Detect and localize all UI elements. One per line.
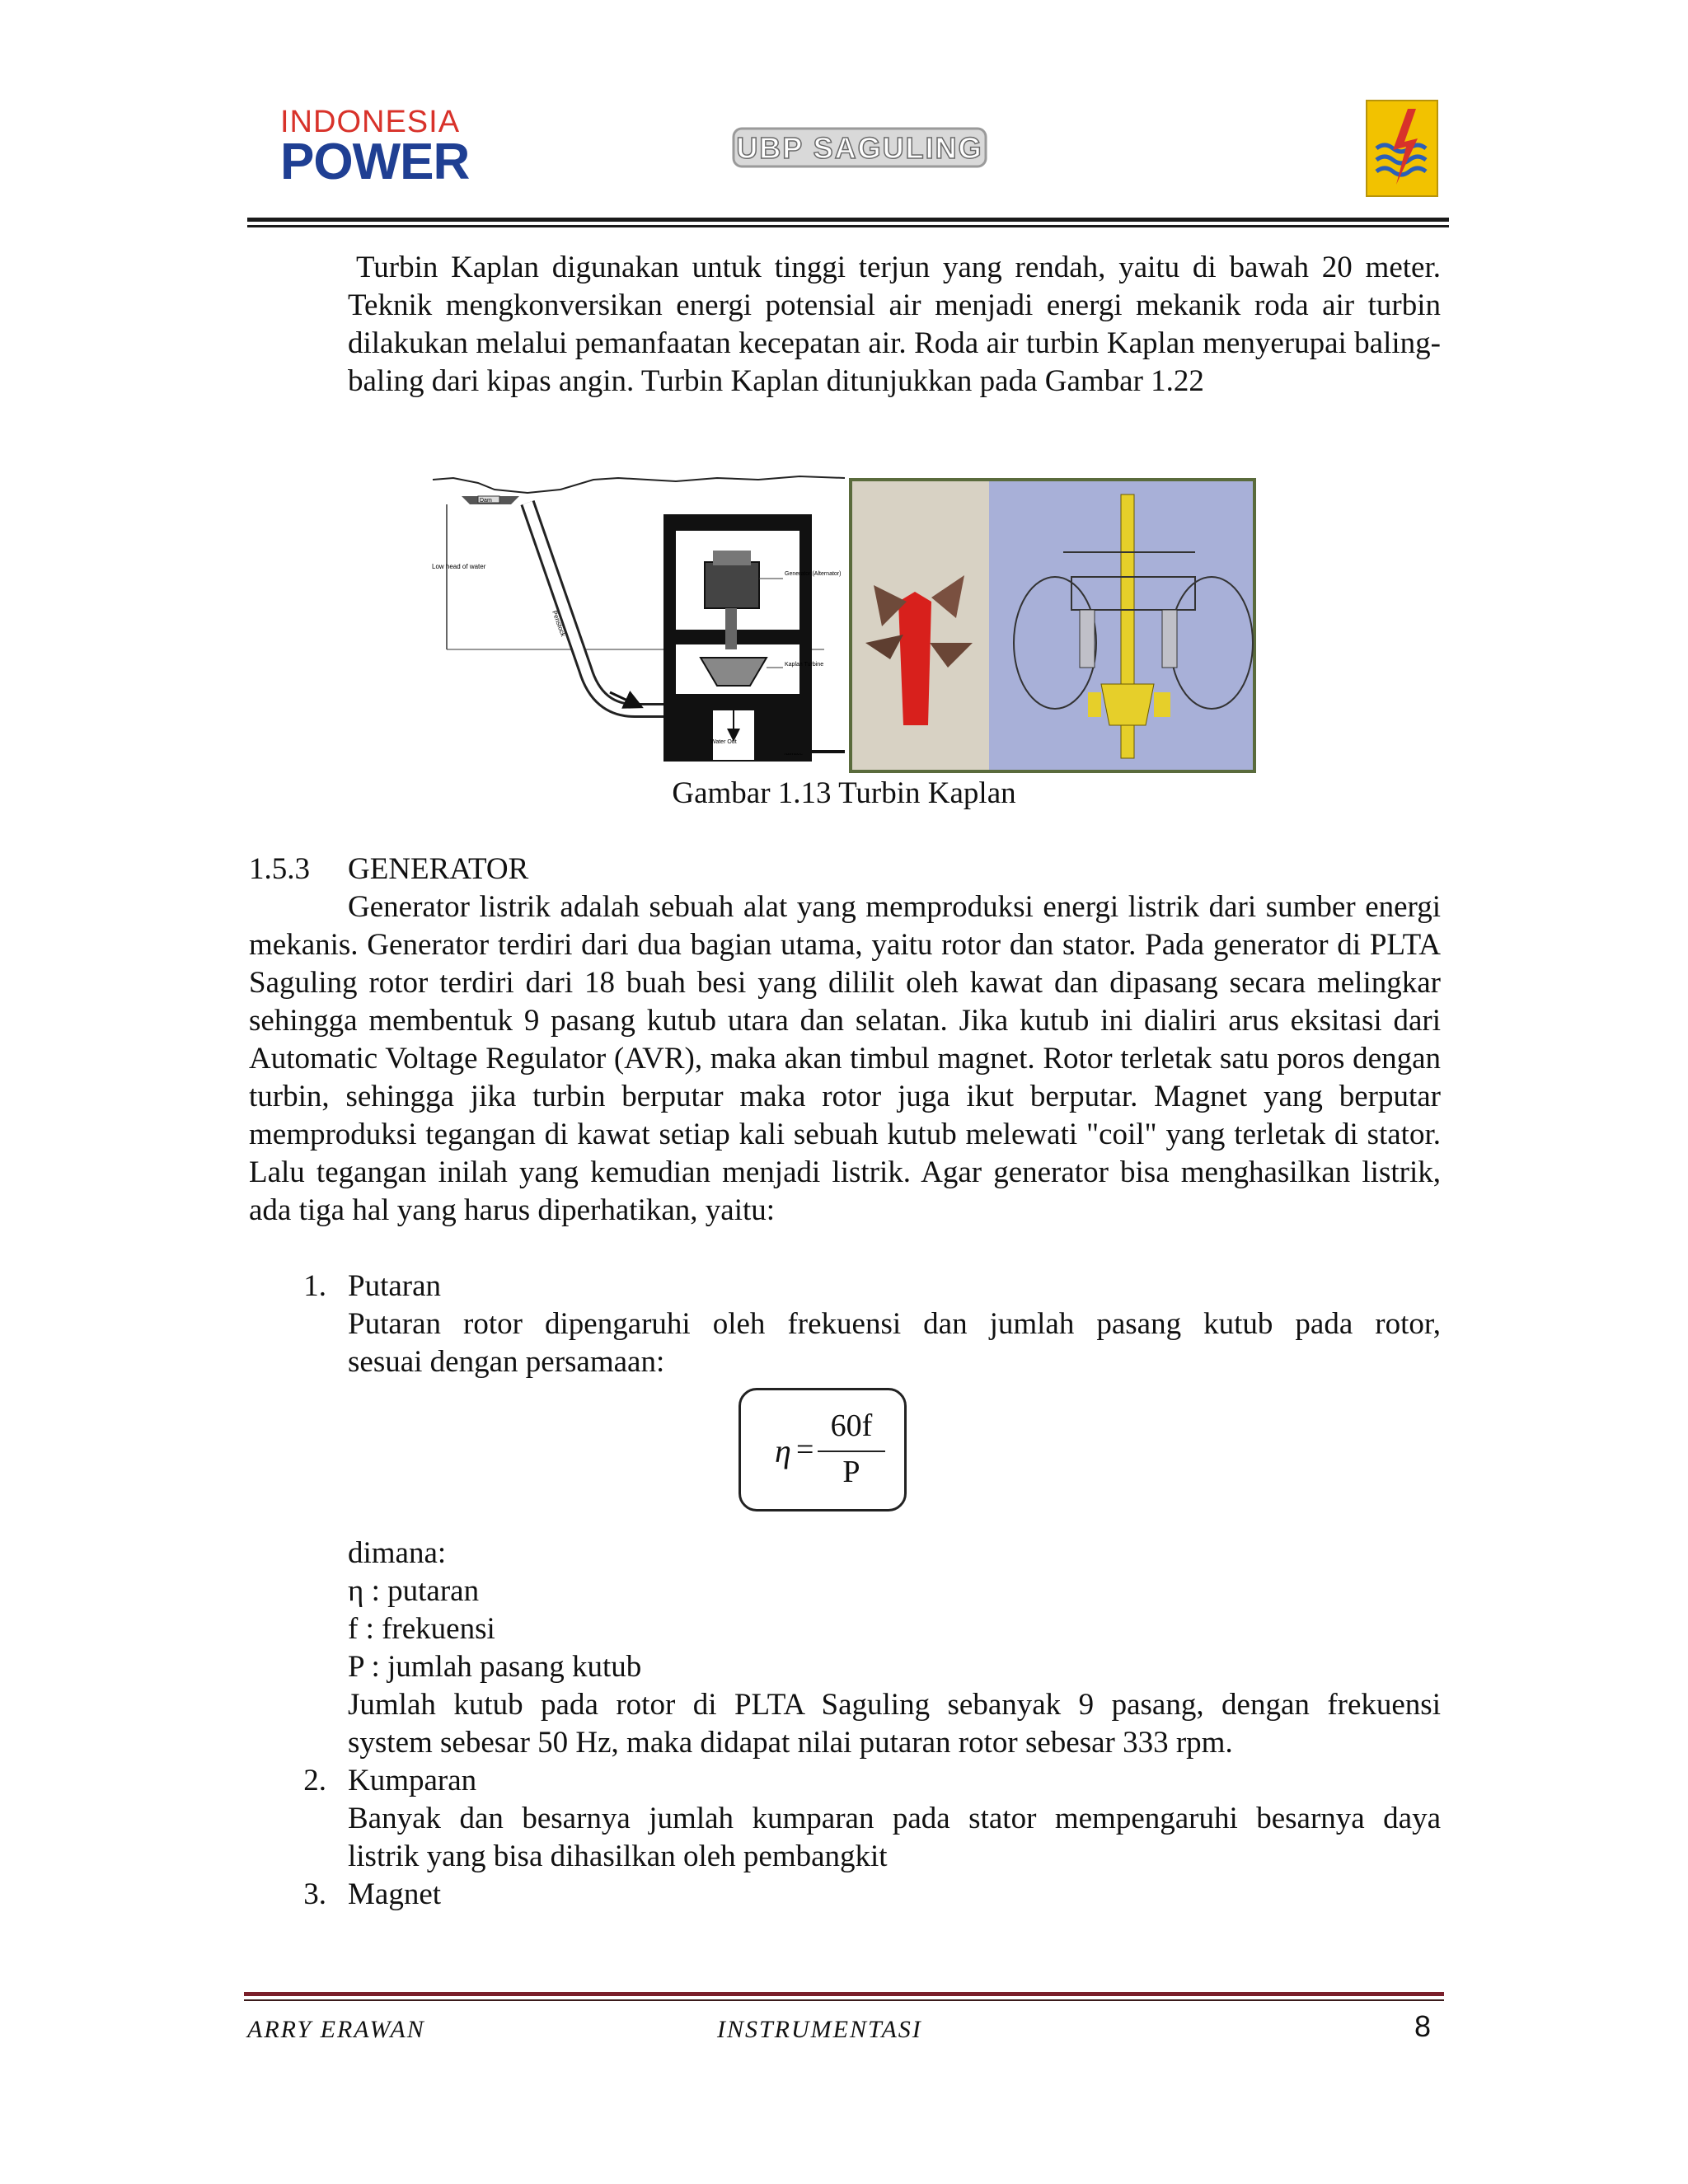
list-item-2-title: Kumparan bbox=[348, 1764, 477, 1797]
page-number: 8 bbox=[1414, 2009, 1432, 2043]
logo-line-1: INDONESIA bbox=[280, 105, 461, 139]
generator-label: Generator (Alternator) bbox=[785, 571, 842, 577]
footer-rule-thick bbox=[244, 1992, 1444, 1996]
footer-rule-thin bbox=[244, 1999, 1444, 2001]
ubp-saguling-logo bbox=[732, 124, 987, 171]
list-item-1-title: Putaran bbox=[348, 1269, 442, 1303]
tailrace-label: Tailrace bbox=[783, 751, 804, 757]
section-title: GENERATOR bbox=[348, 852, 529, 886]
formula-lhs: η bbox=[775, 1432, 791, 1469]
formula-equals: = bbox=[796, 1432, 814, 1467]
section-number: 1.5.3 bbox=[249, 852, 310, 886]
footer-author: ARRY ERAWAN bbox=[247, 2016, 425, 2043]
intro-paragraph: Turbin Kaplan digunakan untuk tinggi terjun yang rendah, yaitu di bawah 20 meter. Teknik mengkonversikan energi potensial air menjadi energi mekanik roda air turbin dilakukan melalui pemanfaatan kecepatan air. Roda air turbin Kaplan menyerupai baling-baling dari kipas angin. Turbin Kaplan ditunjukkan pada Gambar 1.22 bbox=[348, 251, 1441, 398]
header-rule-thin bbox=[247, 225, 1449, 227]
list-item-1-desc-1: Putaran rotor dipengaruhi oleh frekuensi dan jumlah pasang kutub pada rotor, bbox=[348, 1307, 1441, 1341]
footer-subject: INSTRUMENTASI bbox=[717, 2016, 922, 2043]
where-f: f : frekuensi bbox=[348, 1612, 495, 1646]
list-item-3-title: Magnet bbox=[348, 1877, 442, 1911]
figure-caption: Gambar 1.13 Turbin Kaplan bbox=[672, 776, 1016, 810]
turbine-label: Kaplan Turbine bbox=[785, 662, 824, 668]
list-item-2-desc-1: Banyak dan besarnya jumlah kumparan pada stator mempengaruhi besarnya daya bbox=[348, 1802, 1441, 1835]
ubp-saguling-logo-text: UBP SAGULING bbox=[736, 131, 983, 165]
dam-label: Dam bbox=[480, 498, 492, 504]
pln-logo bbox=[1365, 99, 1439, 198]
kaplan-turbine-photo bbox=[849, 478, 1256, 773]
where-p: P : jumlah pasang kutub bbox=[348, 1650, 642, 1684]
list-item-1-desc-2: sesuai dengan persamaan: bbox=[348, 1345, 665, 1379]
generator-paragraph: Generator listrik adalah sebuah alat yang memproduksi energi listrik dari sumber energi mekanis. Generator terdiri dari dua bagian utama, yaitu rotor dan stator. Pada generator di PLTA Saguling rotor terdiri dari 18 buah besi yang dililit oleh kawat dan dipasang secara melingkar sehingga membentuk 9 pasang kutub utara dan selatan. Jika kutub ini dialiri arus eksitasi dari Automatic Voltage Regulator (AVR), maka akan timbul magnet. Rotor terletak satu poros dengan turbin, sehingga jika turbin berputar maka rotor juga ikut berputar. Magnet yang berputar memproduksi tegangan di kawat setiap kali sebuah kutub melewati "coil" yang terletak di stator. Lalu tegangan inilah yang kemudian menjadi listrik. Agar generator bisa menghasilkan listrik, ada tiga hal yang harus diperhatikan, yaitu: bbox=[249, 890, 1441, 1227]
formula-box bbox=[738, 1388, 907, 1511]
header-rule-thick bbox=[247, 218, 1449, 222]
kaplan-plant-diagram bbox=[429, 471, 849, 773]
list-item-3-number: 3. bbox=[303, 1877, 326, 1911]
list-item-2-number: 2. bbox=[303, 1764, 326, 1797]
list-item-2-desc-2: listrik yang bisa dihasilkan oleh pembangkit bbox=[348, 1840, 888, 1873]
list-item-1-number: 1. bbox=[303, 1269, 326, 1303]
item-1-note-2: system sebesar 50 Hz, maka didapat nilai putaran rotor sebesar 333 rpm. bbox=[348, 1726, 1233, 1760]
where-eta: η : putaran bbox=[348, 1574, 480, 1608]
formula-numerator: 60f bbox=[830, 1408, 873, 1443]
penstock-label: Penstock bbox=[551, 609, 567, 638]
head-of-water-label: Low head of water bbox=[432, 563, 486, 570]
water-out-label: Water Out bbox=[710, 739, 737, 745]
where-label: dimana: bbox=[348, 1536, 447, 1570]
formula-denominator: P bbox=[842, 1455, 860, 1489]
item-1-note-1: Jumlah kutub pada rotor di PLTA Saguling sebanyak 9 pasang, dengan frekuensi bbox=[348, 1688, 1441, 1722]
indonesia-power-logo bbox=[280, 105, 470, 190]
logo-line-2: POWER bbox=[280, 134, 470, 190]
formula-fraction-bar bbox=[818, 1451, 885, 1452]
